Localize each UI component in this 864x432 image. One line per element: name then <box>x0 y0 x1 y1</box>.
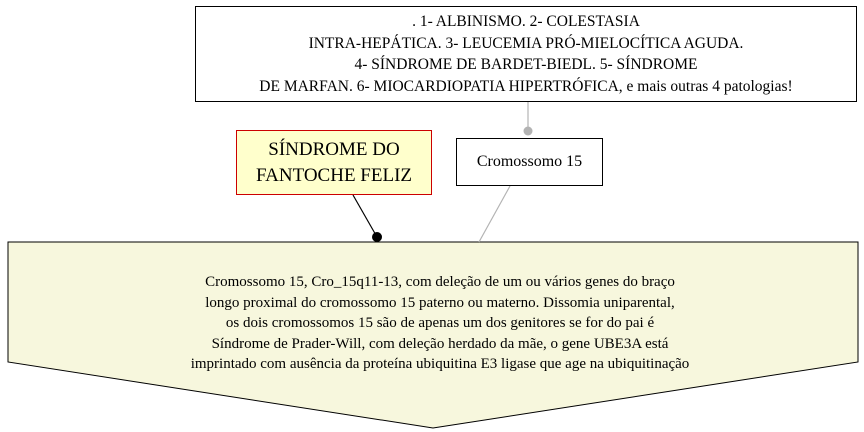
chromosome-box: Cromossomo 15 <box>456 138 603 186</box>
black-connector <box>353 195 377 237</box>
pathologies-line: 4- SÍNDROME DE BARDET-BIEDL. 5- SÍNDROME <box>354 56 698 73</box>
main-description <box>80 272 800 375</box>
gray-connector-dot <box>524 127 533 136</box>
description-line: longo proximal do cromossomo 15 paterno ou materno. Dissomia uniparental, <box>205 294 675 311</box>
description-line: os dois cromossomos 15 são de apenas um dos genitores se for do pai é <box>225 315 655 331</box>
description-line: imprintado com ausência da proteína ubiquitina E3 ligase que age na ubiquitinação <box>190 356 690 372</box>
description-line: Cromossomo 15, Cro_15q11-13, com deleção de um ou vários genes do braço <box>205 274 675 290</box>
gray-connector-bottom <box>479 186 510 242</box>
pathologies-line: INTRA-HEPÁTICA. 3- LEUCEMIA PRÓ-MIELOCÍTICA AGUDA. <box>308 34 744 52</box>
black-connector-dot <box>372 232 382 242</box>
syndrome-title-line: FANTOCHE FELIZ <box>255 165 413 186</box>
pathologies-line: . 1- ALBINISMO. 2- COLESTASIA <box>412 13 640 30</box>
pathologies-line: DE MARFAN. 6- MIOCARDIOPATIA HIPERTRÓFICA, e mais outras 4 patologias! <box>259 77 793 95</box>
pathologies-box <box>195 6 857 102</box>
syndrome-title-box <box>236 130 432 195</box>
description-line: Síndrome de Prader-Will, com deleção herdado da mãe, o gene UBE3A está <box>211 335 669 352</box>
syndrome-title-line: SÍNDROME DO <box>268 139 400 160</box>
